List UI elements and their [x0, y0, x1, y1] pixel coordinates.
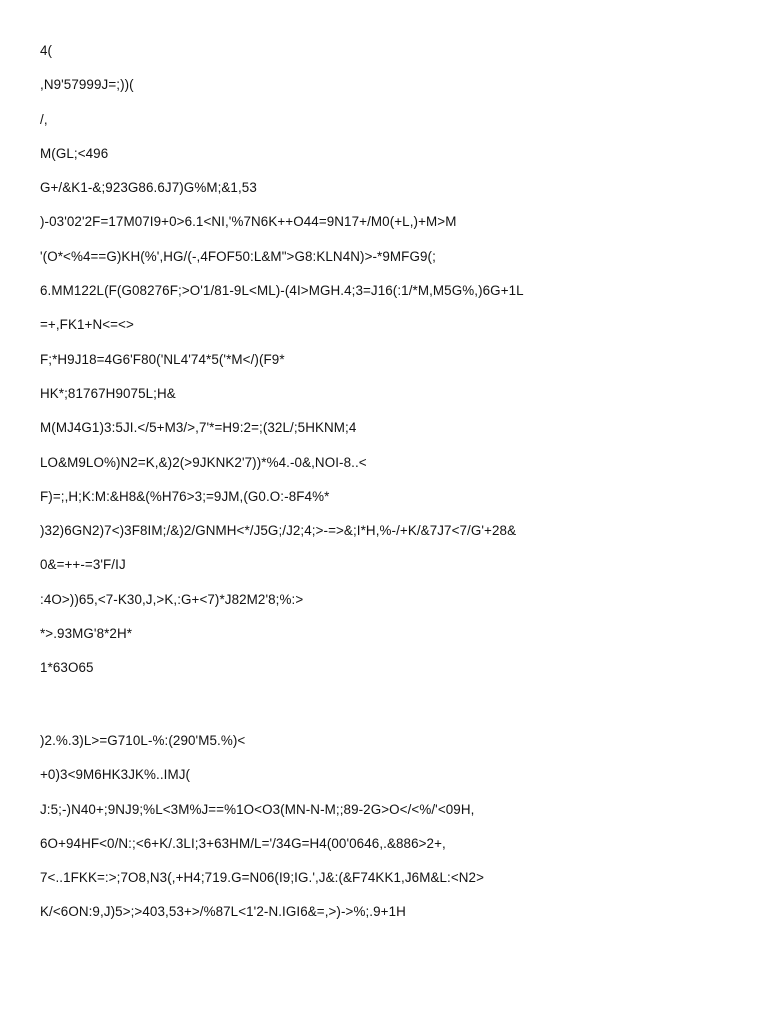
text-line: '(O*<%4==G)KH(%',HG/(-,4FOF50:L&M">G8:KLN4N)>-*9MFG9(;	[40, 248, 436, 264]
text-line: LO&M9LO%)N2=K,&)2(>9JKNK2'7))*%4.-0&,NOI-8..<	[40, 454, 367, 470]
text-line: F;*H9J18=4G6'F80('NL4'74*5('*M</)(F9*	[40, 351, 285, 367]
text-line: :4O>))65,<7-K30,J,>K,:G+<7)*J82M2'8;%:>	[40, 591, 304, 607]
text-line: ,N9'57999J=;))(	[40, 77, 134, 93]
text-line: J:5;-)N40+;9NJ9;%L<3M%J==%1O<O3(MN-N-M;;89-2G>O</<%/'<09H,	[40, 801, 475, 817]
text-block-2	[40, 729, 740, 935]
text-line: M(MJ4G1)3:5JI.</5+M3/>,7'*=H9:2=;(32L/;5HKNM;4	[40, 420, 357, 436]
text-line: )32)6GN2)7<)3F8IM;/&)2/GNMH<*/J5G;/J2;4;>-=>&;I*H,%-/+K/&7J7<7/G'+28&	[40, 523, 517, 539]
text-line: 6.MM122L(F(G08276F;>O'1/81-9L<ML)-(4I>MGH.4;3=J16(:1/*M,M5G%,)6G+1L	[40, 283, 524, 299]
text-line: 6O+94HF<0/N:;<6+K/.3LI;3+63HM/L='/34G=H4(00'0646,.&886>2+,	[40, 835, 446, 851]
text-line: F)=;,H;K:M:&H8&(%H76>3;=9JM,(G0.O:-8F4%*	[40, 488, 330, 504]
text-line: /,	[40, 111, 48, 127]
text-line: G+/&K1-&;923G86.6J7)G%M;&1,53	[40, 180, 257, 196]
text-line: HK*;81767H9075L;H&	[40, 385, 176, 401]
text-block-1	[40, 39, 740, 691]
text-line: K/<6ON:9,J)5>;>403,53+>/%87L<1'2-N.IGI6&=,>)->%;.9+1H	[40, 904, 406, 920]
text-line: M(GL;<496	[40, 145, 109, 161]
text-line: 7<..1FKK=:>;7O8,N3(,+H4;719.G=N06(I9;IG.',J&:(&F74KK1,J6M&L:<N2>	[40, 870, 485, 886]
text-line: =+,FK1+N<=<>	[40, 317, 134, 333]
text-line: 4(	[40, 43, 53, 58]
text-line: )2.%.3)L>=G710L-%:(290'M5.%)<	[40, 733, 246, 748]
text-line: 0&=++-=3'F/IJ	[40, 557, 126, 573]
text-line: )-03'02'2F=17M07I9+0>6.1<NI,'%7N6K++O44=9N17+/M0(+L,)+M>M	[40, 214, 457, 230]
text-line: +0)3<9M6HK3JK%..IMJ(	[40, 767, 191, 783]
text-line: *>.93MG'8*2H*	[40, 626, 133, 642]
text-line: 1*63O65	[40, 660, 94, 676]
